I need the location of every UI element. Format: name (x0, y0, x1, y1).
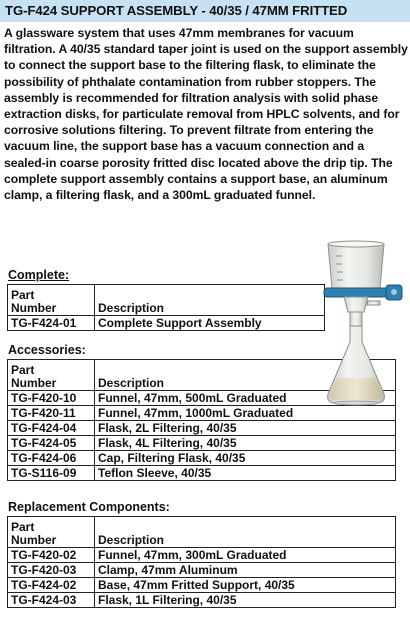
part-number-header: Part Number (8, 360, 95, 391)
part-number: TG-F424-03 (8, 593, 95, 608)
part-description: Clamp, 47mm Aluminum (95, 563, 396, 578)
description-header: Description (95, 517, 396, 548)
complete-table (7, 284, 325, 331)
part-number-header: Part Number (8, 285, 95, 316)
part-description: Teflon Sleeve, 40/35 (95, 466, 396, 481)
part-description: Funnel, 47mm, 300mL Graduated (95, 548, 396, 563)
table-row (8, 548, 396, 563)
part-description: Funnel, 47mm, 500mL Graduated (95, 391, 396, 406)
part-number: TG-S116-09 (8, 466, 95, 481)
table-row (8, 466, 396, 481)
table-row (8, 436, 396, 451)
filter-assembly-illustration (306, 238, 406, 408)
table-row (8, 421, 396, 436)
replacement-table (7, 516, 396, 608)
funnel-shape (328, 244, 384, 288)
part-number: TG-F420-11 (8, 406, 95, 421)
complete-section-label: Complete: (8, 268, 70, 282)
part-number: TG-F420-02 (8, 548, 95, 563)
part-description: Flask, 2L Filtering, 40/35 (95, 421, 396, 436)
product-image (306, 238, 406, 408)
table-row (8, 451, 396, 466)
part-number: TG-F424-05 (8, 436, 95, 451)
part-number: TG-F424-04 (8, 421, 95, 436)
table-row (8, 593, 396, 608)
part-description: Base, 47mm Fritted Support, 40/35 (95, 578, 396, 593)
part-number: TG-F424-06 (8, 451, 95, 466)
part-description: Funnel, 47mm, 1000mL Graduated (95, 406, 396, 421)
part-description: Complete Support Assembly (95, 316, 325, 331)
part-number: TG-F420-10 (8, 391, 95, 406)
page-title: TG-F424 SUPPORT ASSEMBLY - 40/35 / 47MM FRITTED (0, 0, 410, 22)
clamp-shape (324, 288, 392, 297)
description-header: Description (95, 360, 396, 391)
part-number: TG-F424-02 (8, 578, 95, 593)
table-row (8, 316, 325, 331)
part-description: Flask, 4L Filtering, 40/35 (95, 436, 396, 451)
part-number: TG-F424-01 (8, 316, 95, 331)
table-row (8, 578, 396, 593)
table-header-row (8, 517, 396, 548)
part-number: TG-F420-03 (8, 563, 95, 578)
part-description: Cap, Filtering Flask, 40/35 (95, 451, 396, 466)
part-description: Flask, 1L Filtering, 40/35 (95, 593, 396, 608)
table-row (8, 563, 396, 578)
description-header: Description (95, 285, 325, 316)
replacement-section-label: Replacement Components: (8, 500, 170, 514)
product-description: A glassware system that uses 47mm membranes for vacuum filtration. A 40/35 standard taper joint is used on the support assembly to connect the support base to the filtering flask, to eliminate the possibility of phthalate contamination from rubber stoppers. The assembly is recommended for filtration analysis with solid phase extraction disks, for particulate removal from HPLC solvents, and for corrosive solutions filtering. To prevent filtrate from entering the vacuum line, the support base has a vacuum connection and a sealed-in coarse porosity fritted disc located above the drip tip. The complete support assembly contains a support base, an aluminum clamp, a filtering flask, and a 300mL graduated funnel. (4, 26, 408, 203)
table-header-row (8, 285, 325, 316)
accessories-section-label: Accessories: (8, 343, 86, 357)
part-number-header: Part Number (8, 517, 95, 548)
